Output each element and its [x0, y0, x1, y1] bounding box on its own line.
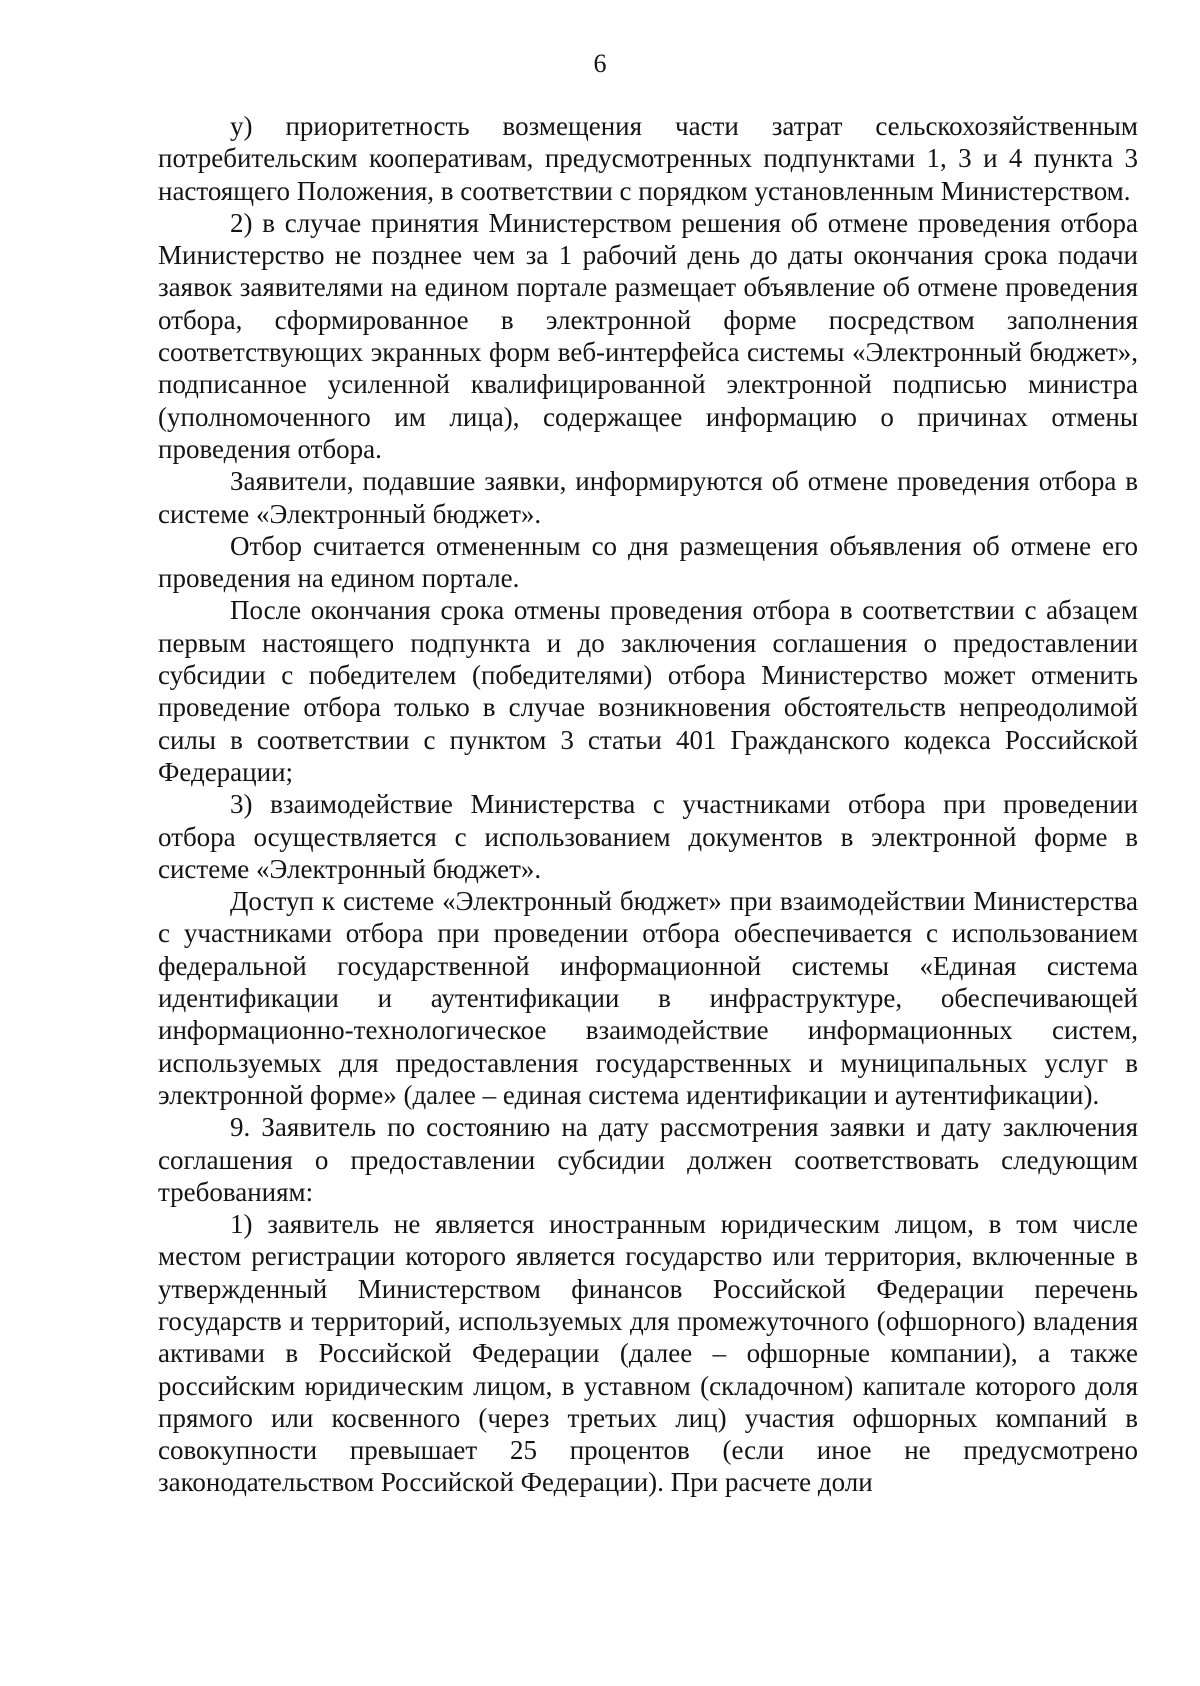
paragraph-applicants-informed: Заявители, подавшие заявки, информируются об отмене проведения отбора в системе «Электронный бюджет». [158, 466, 1138, 529]
paragraph-system-access: Доступ к системе «Электронный бюджет» при взаимодействии Министерства с участниками отбора при проведении отбора обеспечивается с использованием федеральной государственной информационной системы «Единая система идентификации и аутентификации в инфраструктуре, обеспечивающей информационно-технологическое взаимодействие информационных систем, используемых для предоставления государственных и муниципальных услуг в электронной форме» (далее – единая система идентификации и аутентификации). [158, 886, 1138, 1110]
paragraph-item-9-requirements: 9. Заявитель по состоянию на дату рассмотрения заявки и дату заключения соглашения о предоставлении субсидии должен соответствовать следующим требованиям: [158, 1112, 1138, 1207]
paragraph-requirement-1-offshore: 1) заявитель не является иностранным юридическим лицом, в том числе местом регистрации которого является государство или территория, включенные в утвержденный Министерством финансов Российской Федерации перечень государств и территорий, используемых для промежуточного (офшорного) владения активами в Российской Федерации (далее – офшорные компании), а также российским юридическим лицом, в уставном (складочном) капитале которого доля прямого или косвенного (через третьих лиц) участия офшорных компаний в совокупности превышает 25 процентов (если иное не предусмотрено законодательством Российской Федерации). При расчете доли [158, 1209, 1138, 1498]
paragraph-selection-cancelled: Отбор считается отмененным со дня размещения объявления об отмене его проведения на едином портале. [158, 530, 1138, 594]
document-body [158, 110, 1138, 1499]
paragraph-force-majeure: После окончания срока отмены проведения отбора в соответствии с абзацем первым настоящего подпункта и до заключения соглашения о предоставлении субсидии с победителем (победителями) отбора Министерство может отменить проведение отбора только в случае возникновения обстоятельств непреодолимой силы в соответствии с пунктом 3 статьи 401 Гражданского кодекса Российской Федерации; [158, 595, 1138, 787]
paragraph-subitem-3-interaction: 3) взаимодействие Министерства с участниками отбора при проведении отбора осуществляется с использованием документов в электронной форме в системе «Электронный бюджет». [158, 789, 1138, 884]
paragraph-subitem-2-cancellation: 2) в случае принятия Министерством решения об отмене проведения отбора Министерство не позднее чем за 1 рабочий день до даты окончания срока подачи заявок заявителями на едином портале размещает объявление об отмене проведения отбора, сформированное в электронной форме посредством заполнения соответствующих экранных форм веб-интерфейса системы «Электронный бюджет», подписанное усиленной квалифицированной электронной подписью министра (уполномоченного им лица), содержащее информацию о причинах отмены проведения отбора. [158, 207, 1138, 464]
page-number: 6 [593, 49, 607, 78]
paragraph-item-u: у) приоритетность возмещения части затрат сельскохозяйственным потребительским кооперативам, предусмотренных подпунктами 1, 3 и 4 пункта 3 настоящего Положения, в соответствии с порядком установленным Министерством. [158, 111, 1138, 206]
